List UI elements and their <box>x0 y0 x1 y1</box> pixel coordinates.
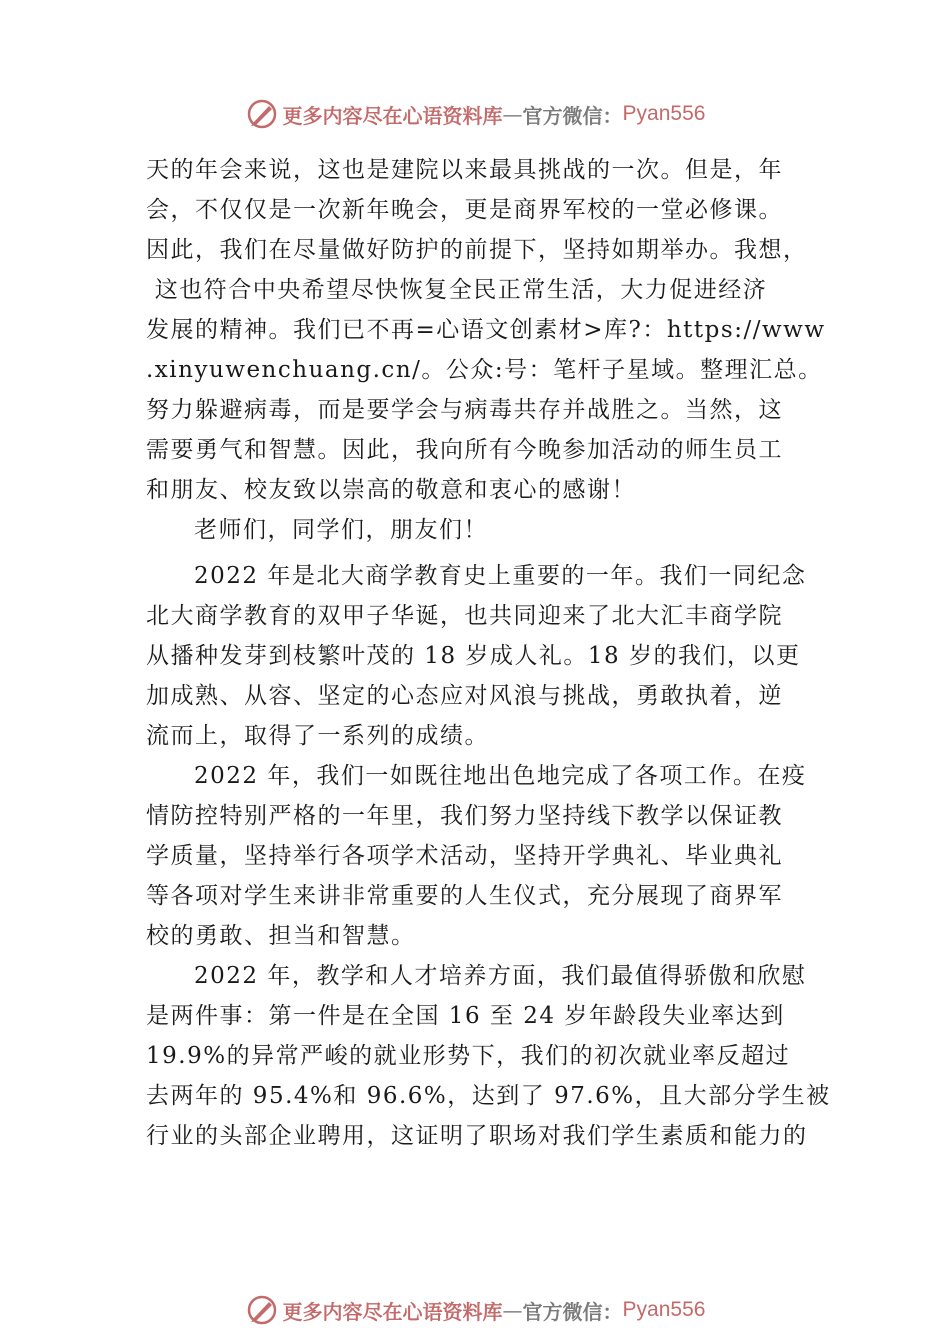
text-line: 19.9%的异常严峻的就业形势下，我们的初次就业率反超过 <box>146 1043 791 1069</box>
text-line: 会，不仅仅是一次新年晚会，更是商界军校的一堂必修课。 <box>146 197 783 223</box>
text-line: 等各项对学生来讲非常重要的人生仪式，充分展现了商界军 <box>146 883 783 909</box>
text-line: 情防控特别严格的一年里，我们努力坚持线下教学以保证教 <box>146 803 783 829</box>
paragraph-4 <box>146 956 831 1156</box>
text-line: 2022 年是北大商学教育史上重要的一年。我们一同纪念 <box>194 563 807 589</box>
footer-separator: — <box>502 1298 523 1322</box>
paragraph-2 <box>146 556 810 756</box>
footer-wechat-label: 官方微信： <box>522 1299 623 1324</box>
text-line: 加成熟、从容、坚定的心态应对风浪与挑战，勇敢执着，逆 <box>146 683 783 709</box>
document-body <box>146 150 831 1156</box>
text-line: 从播种发芽到枝繁叶茂的 18 岁成人礼。18 岁的我们，以更 <box>146 643 801 669</box>
text-line: 行业的头部企业聘用，这证明了职场对我们学生素质和能力的 <box>146 1123 808 1149</box>
header-wechat-id: Pyan556 <box>622 102 706 125</box>
paragraph-3 <box>146 756 810 956</box>
text-line: 学质量，坚持举行各项学术活动，坚持开学典礼、毕业典礼 <box>146 843 783 869</box>
text-line: 校的勇敢、担当和智慧。 <box>146 923 416 949</box>
text-line: 努力躲避病毒，而是要学会与病毒共存并战胜之。当然，这 <box>146 397 783 423</box>
header-wechat-label: 官方微信： <box>522 103 623 128</box>
text-line: .xinyuwenchuang.cn/。公众:号：笔杆子星域。整理汇总。 <box>146 357 823 383</box>
header-banner <box>0 94 950 134</box>
text-line: 是两件事：第一件是在全国 16 至 24 岁年龄段失业率达到 <box>146 1003 785 1029</box>
text-line: 流而上，取得了一系列的成绩。 <box>146 723 489 749</box>
text-line: 2022 年，教学和人才培养方面，我们最值得骄傲和欣慰 <box>194 963 807 989</box>
footer-brand-text: 更多内容尽在心语资料库 <box>282 1299 503 1324</box>
footer-wechat-id: Pyan556 <box>622 1298 706 1321</box>
text-line: 天的年会来说，这也是建院以来最具挑战的一次。但是，年 <box>146 157 783 183</box>
text-line: 这也符合中央希望尽快恢复全民正常生活，大力促进经济 <box>146 277 768 303</box>
header-separator: — <box>502 102 523 126</box>
brush-logo-icon <box>245 1293 279 1327</box>
text-line: 和朋友、校友致以崇高的敬意和衷心的感谢！ <box>146 477 636 503</box>
text-line: 因此，我们在尽量做好防护的前提下，坚持如期举办。我想， <box>146 237 808 263</box>
paragraph-1 <box>146 150 826 510</box>
greeting-line: 老师们，同学们，朋友们！ <box>194 517 488 543</box>
brush-logo-icon <box>245 97 279 131</box>
text-line: 需要勇气和智慧。因此，我向所有今晚参加活动的师生员工 <box>146 437 783 463</box>
footer-banner <box>0 1290 950 1330</box>
text-line: 发展的精神。我们已不再=心语文创素材>库?：https://www <box>146 317 826 343</box>
text-line: 北大商学教育的双甲子华诞，也共同迎来了北大汇丰商学院 <box>146 603 783 629</box>
text-line: 2022 年，我们一如既往地出色地完成了各项工作。在疫 <box>194 763 807 789</box>
header-brand-text: 更多内容尽在心语资料库 <box>282 103 503 128</box>
text-line: 去两年的 95.4%和 96.6%，达到了 97.6%，且大部分学生被 <box>146 1083 831 1109</box>
